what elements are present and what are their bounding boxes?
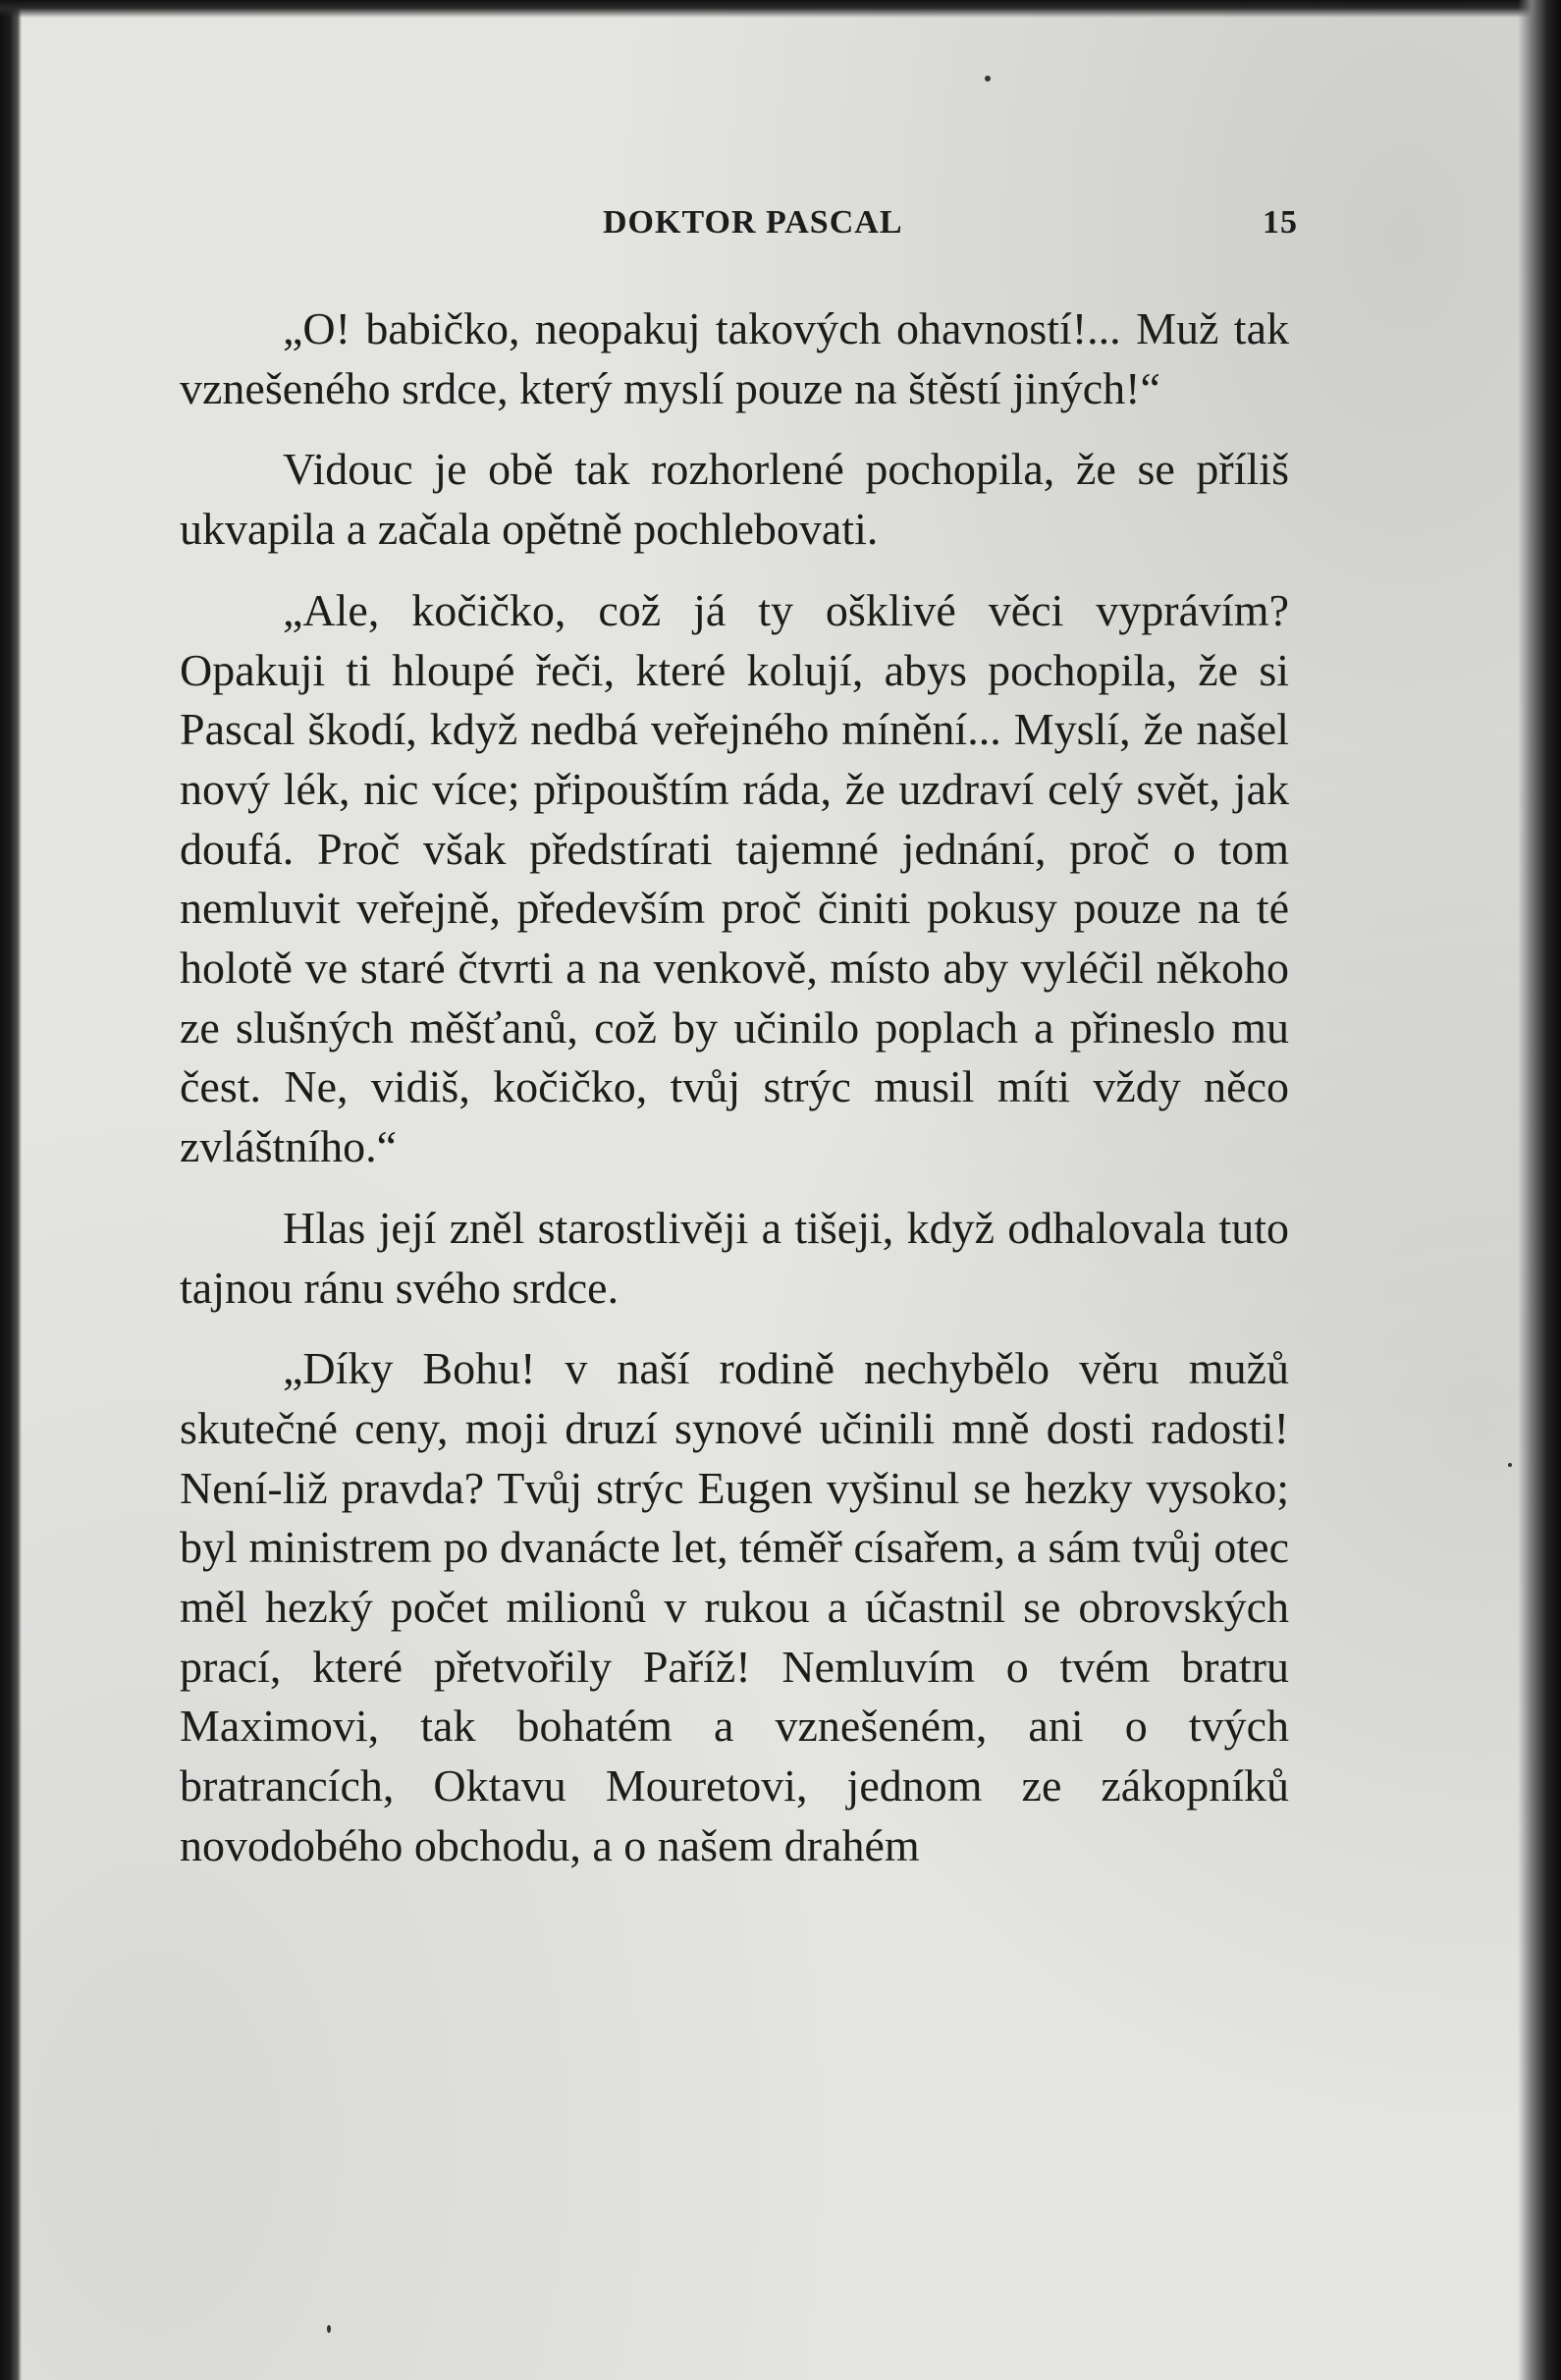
scan-top-edge [0, 0, 1561, 18]
scan-right-edge [1518, 0, 1561, 2380]
paragraph: „Díky Bohu! v naší rodině nechybělo věru mužů skutečné ceny, moji druzí synové učinili mně dosti radosti! Není-liž pravda? Tvůj strýc Eugen vyšinul se hezky vysoko; byl ministrem po dvanácte let, téměř císařem, a sám tvůj otec měl hezký počet milionů v rukou a účastnil se obrovských prací, které přetvořily Paříž! Nemluvím o tvém bratru Maximovi, tak bohatém a vznešeném, ani o tvých bratrancích, Oktavu Mouretovi, jednom ze zákopníků novodobého obchodu, a o našem drahém [180, 1343, 1289, 1870]
dust-speck [1508, 1463, 1512, 1467]
paragraph: Vidouc je obě tak rozhorlené pochopila, že se příliš ukvapila a začala opětně pochlebovati. [180, 444, 1289, 555]
page-number: 15 [1263, 204, 1298, 241]
paragraph: Hlas její zněl starostlivěji a tišeji, když odhalovala tuto tajnou ránu svého srdce. [180, 1202, 1289, 1313]
scan-left-edge [0, 0, 22, 2380]
paragraph: „O! babičko, neopakuj takových ohavností!... Muž tak vznešeného srdce, který myslí pouze na štěstí jiných!“ [180, 303, 1289, 413]
running-title: DOKTOR PASCAL [603, 204, 903, 241]
dust-speck [985, 76, 991, 81]
dust-speck [327, 2325, 331, 2333]
paragraph: „Ale, kočičko, což já ty ošklivé věci vyprávím? Opakuji ti hloupé řeči, které kolují, abys pochopila, že si Pascal škodí, když nedbá veřejného mínění... Myslí, že našel nový lék, nic více; připouštím ráda, že uzdraví celý svět, jak doufá. Proč však předstírati tajemné jednání, proč o tom nemluvit veřejně, především proč činiti pokusy pouze na té holotě ve staré čtvrti a na venkově, místo aby vyléčil někoho ze slušných měšťanů, což by učinilo poplach a přineslo mu čest. Ne, vidiš, kočičko, tvůj strýc musil míti vždy něco zvláštního.“ [180, 584, 1289, 1172]
page-header [603, 204, 1298, 253]
body-text [180, 299, 1289, 1876]
